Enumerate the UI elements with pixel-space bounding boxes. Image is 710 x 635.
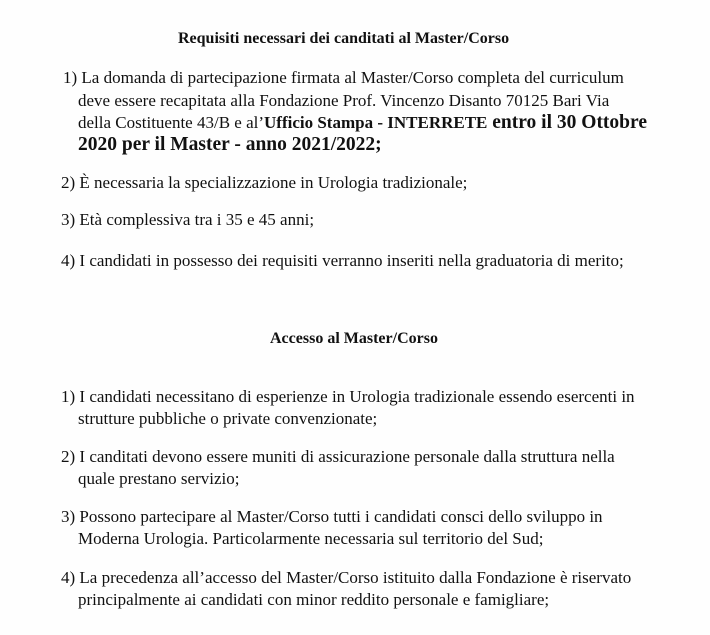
requisiti-item-4-text: I candidati in possesso dei requisiti verranno inseriti nella graduatoria di merito; <box>79 251 624 270</box>
requisiti-item-1-line-3-plain: della Costituente 43/B e al’ <box>78 113 265 132</box>
section-heading-accesso: Accesso al Master/Corso <box>270 330 438 347</box>
requisiti-item-1-line-3-bold: Ufficio Stampa - INTERRETE <box>264 113 488 132</box>
requisiti-item-1-line-3 <box>78 113 647 133</box>
requisiti-item-2-text: È necessaria la specializzazione in Urologia tradizionale; <box>79 173 468 192</box>
accesso-item-1-number: 1) <box>61 387 76 406</box>
requisiti-item-1-line-1 <box>63 68 624 88</box>
accesso-item-2-number: 2) <box>61 447 76 466</box>
requisiti-item-2 <box>61 173 467 193</box>
requisiti-item-1-text: La domanda di partecipazione firmata al Master/Corso completa del curriculum <box>81 68 624 87</box>
requisiti-item-3-number: 3) <box>61 210 76 229</box>
requisiti-item-4-number: 4) <box>61 251 76 270</box>
accesso-item-4-line-2: principalmente ai candidati con minor reddito personale e famigliare; <box>78 590 550 609</box>
requisiti-item-3-text: Età complessiva tra i 35 e 45 anni; <box>79 210 315 229</box>
requisiti-item-2-number: 2) <box>61 173 76 192</box>
accesso-item-3-text: Possono partecipare al Master/Corso tutti i candidati consci dello sviluppo in <box>79 507 603 526</box>
requisiti-item-1-line-3-big: entro il 30 Ottobre <box>487 112 647 133</box>
requisiti-item-4 <box>61 251 624 271</box>
accesso-item-4-number: 4) <box>61 568 76 587</box>
section-heading-requisiti: Requisiti necessari dei canditati al Master/Corso <box>178 30 510 47</box>
accesso-item-3-number: 3) <box>61 507 76 526</box>
accesso-item-2-line-2: quale prestano servizio; <box>78 469 240 488</box>
accesso-item-2-text: I canditati devono essere muniti di assicurazione personale dalla struttura nella <box>79 447 615 466</box>
requisiti-item-1-number: 1) <box>63 68 78 87</box>
requisiti-item-1-line-2: deve essere recapitata alla Fondazione Prof. Vincenzo Disanto 70125 Bari Via <box>78 91 610 110</box>
accesso-item-1-line-2: strutture pubbliche o private convenzionate; <box>78 409 378 428</box>
accesso-item-3-line-2: Moderna Urologia. Particolarmente necessaria sul territorio del Sud; <box>78 529 544 548</box>
requisiti-item-3 <box>61 210 314 230</box>
accesso-item-4-line-1 <box>61 568 631 588</box>
accesso-item-4-text: La precedenza all’accesso del Master/Corso istituito dalla Fondazione è riservato <box>79 568 632 587</box>
accesso-item-2-line-1 <box>61 447 615 467</box>
accesso-item-1-text: I candidati necessitano di esperienze in Urologia tradizionale essendo esercenti in <box>79 387 635 406</box>
accesso-item-3-line-1 <box>61 507 603 527</box>
accesso-item-1-line-1 <box>61 387 635 407</box>
requisiti-item-1-line-4: 2020 per il Master - anno 2021/2022; <box>78 134 382 155</box>
